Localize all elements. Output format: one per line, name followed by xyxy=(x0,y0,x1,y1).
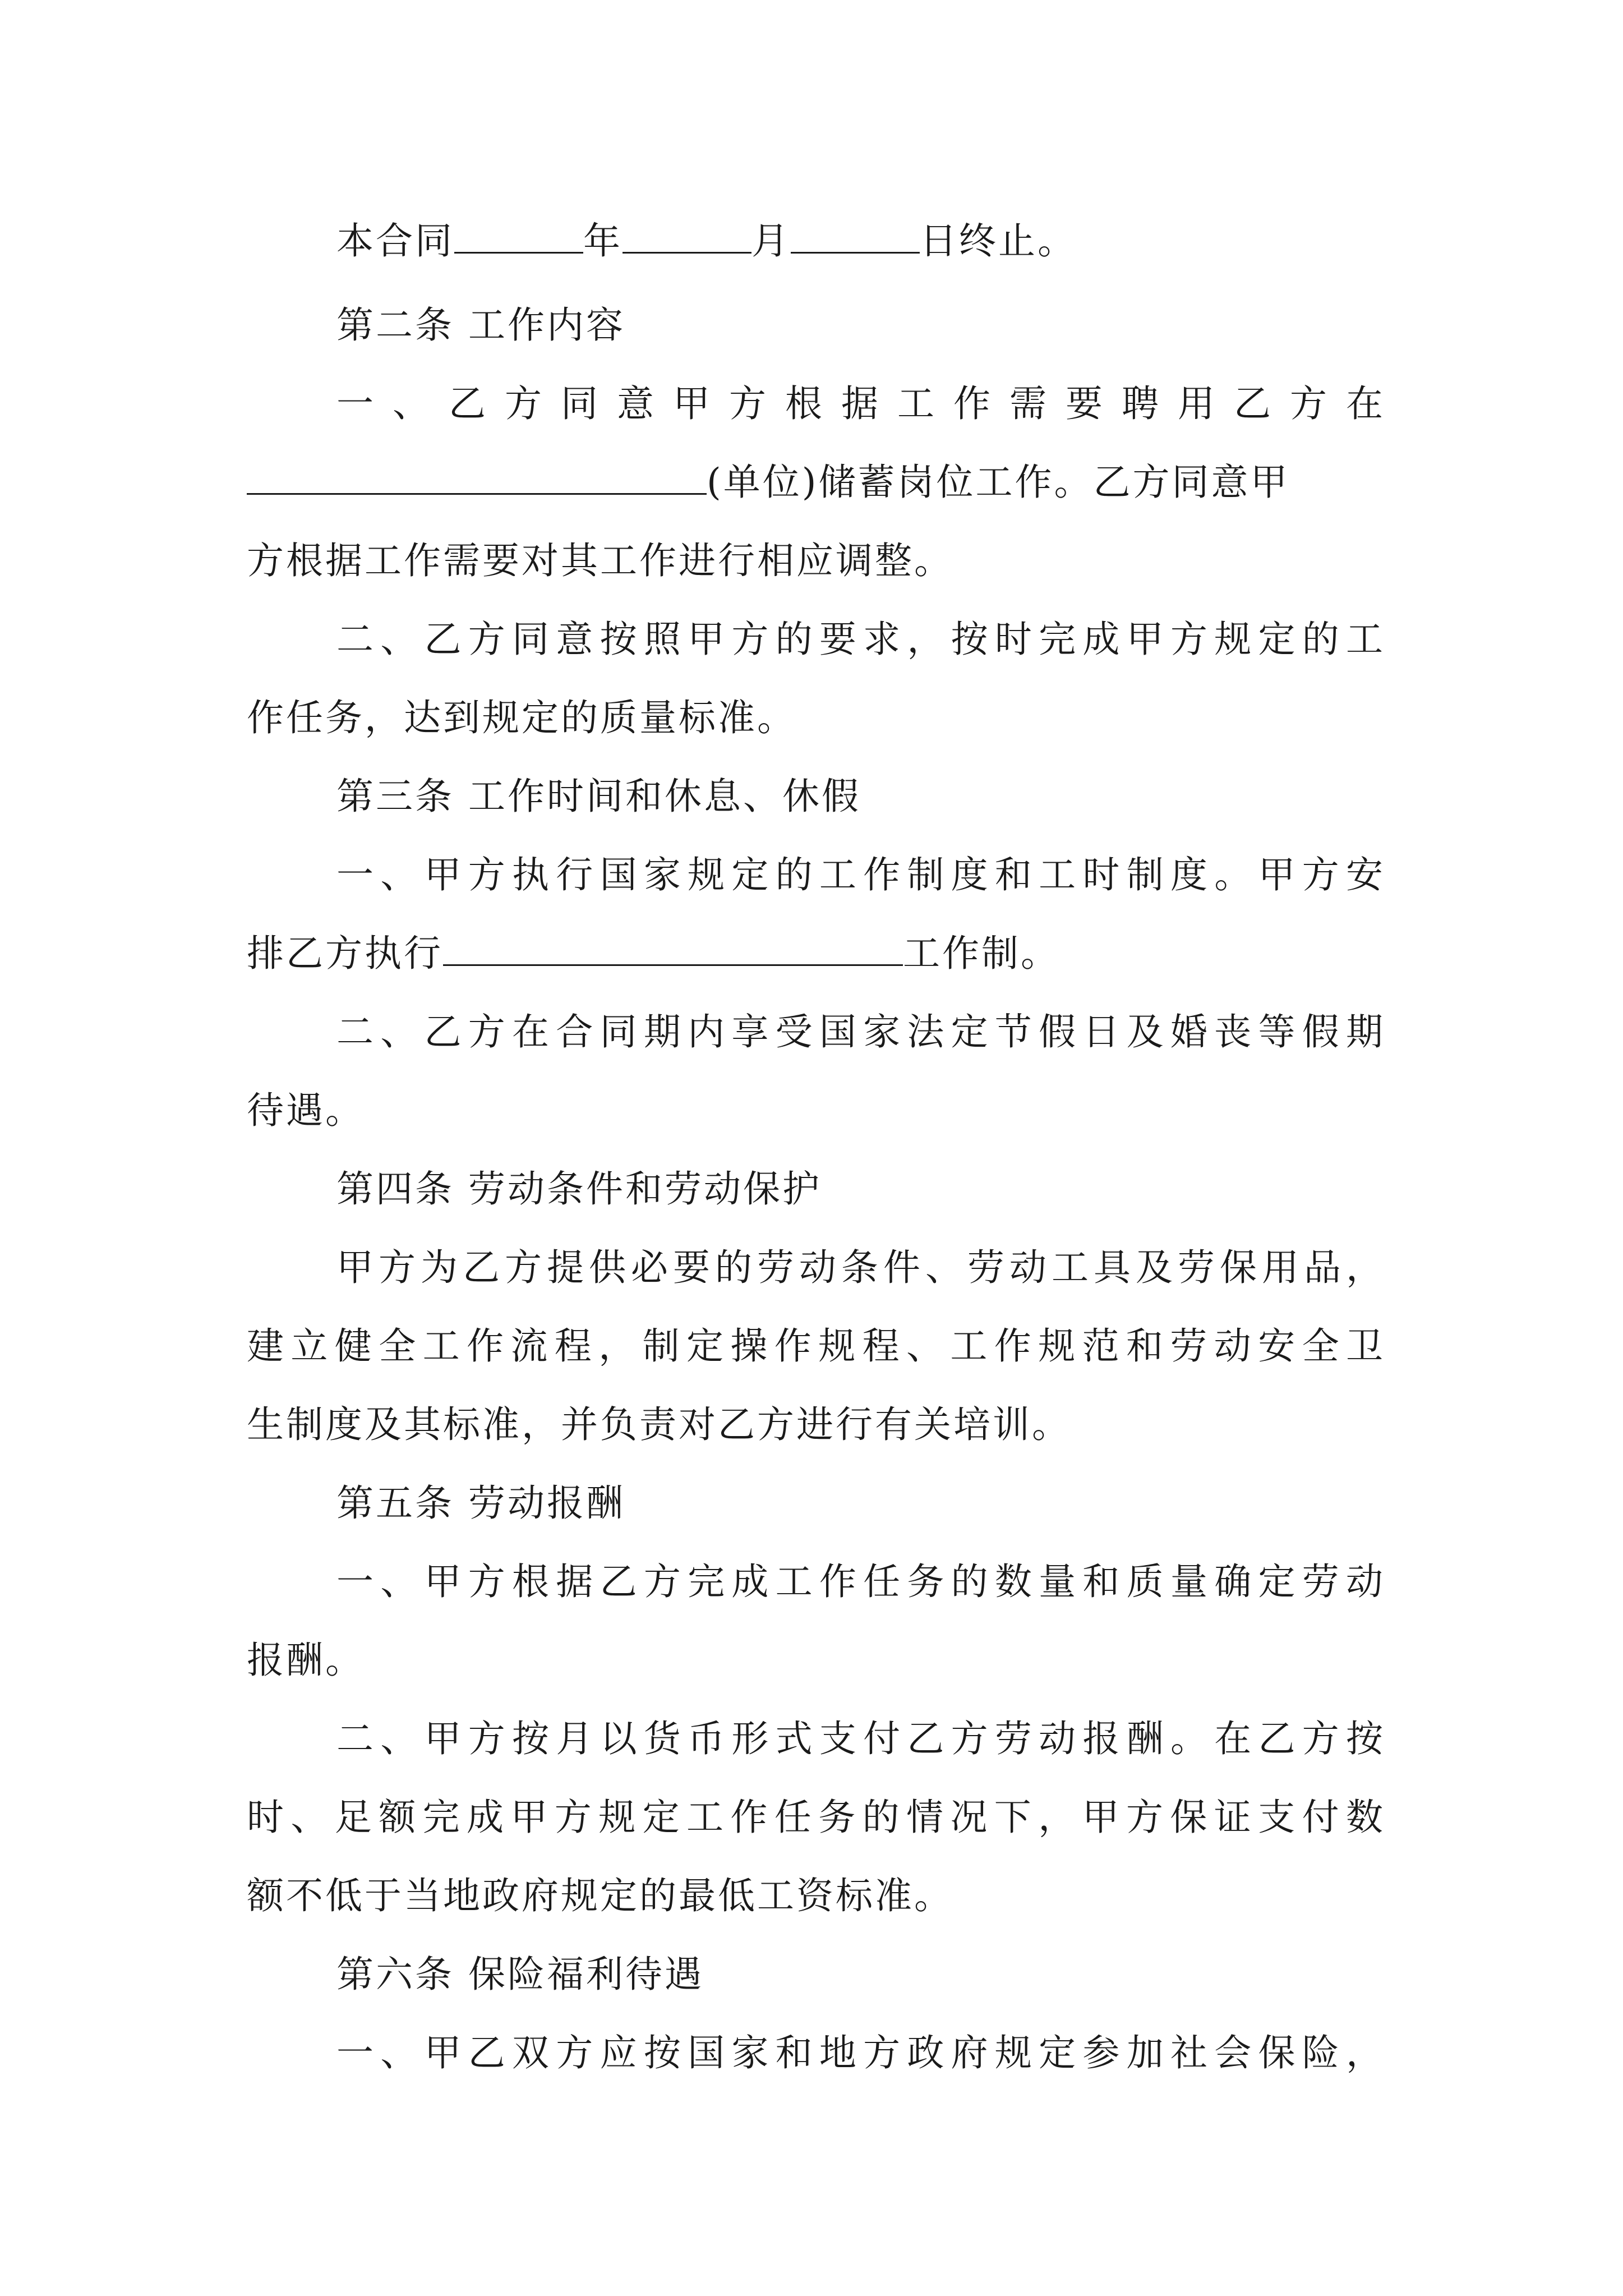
paragraph-line: 一、乙方同意甲方根据工作需要聘用乙方在 xyxy=(336,382,1385,425)
text-segment: 日终止。 xyxy=(920,219,1077,263)
paragraph-line: 二、甲方按月以货币形式支付乙方劳动报酬。在乙方按 xyxy=(336,1717,1385,1760)
paragraph-line: 额不低于当地政府规定的最低工资标准。 xyxy=(247,1874,953,1917)
article-heading: 第五条 劳动报酬 xyxy=(336,1481,625,1525)
article-heading: 第六条 保险福利待遇 xyxy=(336,1953,704,1996)
month-blank xyxy=(623,213,751,254)
paragraph-line: 报酬。 xyxy=(247,1639,365,1682)
text-segment: 排乙方执行 xyxy=(247,932,443,975)
day-blank xyxy=(791,213,920,254)
paragraph-line: 一、甲方执行国家规定的工作制度和工时制度。甲方安 xyxy=(336,853,1385,896)
paragraph-line: 一、甲方根据乙方完成工作任务的数量和质量确定劳动 xyxy=(336,1560,1385,1603)
unit-line xyxy=(247,440,1385,524)
article-heading: 第四条 劳动条件和劳动保护 xyxy=(336,1167,822,1211)
year-blank xyxy=(454,213,583,254)
paragraph-line: 甲方为乙方提供必要的劳动条件、劳动工具及劳保用品， xyxy=(336,1246,1385,1289)
work-system-blank xyxy=(443,925,903,966)
paragraph-line: 建立健全工作流程，制定操作规程、工作规范和劳动安全卫 xyxy=(247,1324,1385,1368)
text-segment: 月 xyxy=(751,219,791,263)
text-segment: 年 xyxy=(583,219,623,263)
work-system-line xyxy=(247,912,1385,996)
paragraph-line: 二、乙方同意按照甲方的要求，按时完成甲方规定的工 xyxy=(336,618,1385,661)
text-segment: (单位)储蓄岗位工作。乙方同意甲 xyxy=(707,461,1290,504)
unit-blank xyxy=(247,454,707,495)
paragraph-line: 一、甲乙双方应按国家和地方政府规定参加社会保险， xyxy=(336,2031,1385,2074)
text-segment: 本合同 xyxy=(336,219,454,263)
paragraph-line: 作任务，达到规定的质量标准。 xyxy=(247,696,796,739)
text-segment: 工作制。 xyxy=(903,932,1060,975)
paragraph-line: 时、足额完成甲方规定工作任务的情况下，甲方保证支付数 xyxy=(247,1796,1385,1839)
article-heading: 第三条 工作时间和休息、休假 xyxy=(336,775,861,818)
article-heading: 第二条 工作内容 xyxy=(336,303,625,347)
contract-end-date-line xyxy=(247,199,1385,283)
paragraph-line: 生制度及其标准，并负责对乙方进行有关培训。 xyxy=(247,1403,1071,1446)
paragraph-line: 二、乙方在合同期内享受国家法定节假日及婚丧等假期 xyxy=(336,1010,1385,1053)
paragraph-line: 待遇。 xyxy=(247,1089,365,1132)
paragraph-line: 方根据工作需要对其工作进行相应调整。 xyxy=(247,539,953,582)
